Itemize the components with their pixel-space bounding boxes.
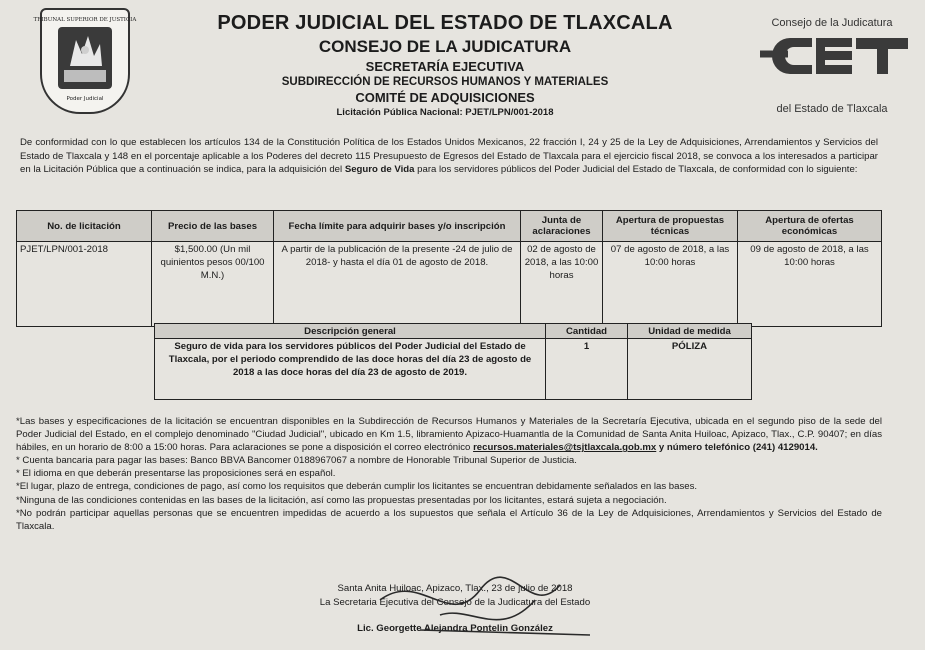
col-economic-opening: Apertura de ofertas económicas <box>738 211 882 242</box>
svg-text:TRIBUNAL SUPERIOR DE JUSTICIA: TRIBUNAL SUPERIOR DE JUSTICIA <box>33 17 137 23</box>
note-conditions: *El lugar, plazo de entrega, condiciones de pago, así como los requisitos que deberán cumplir los licitantes se encuentran debidamente señalados en las bases. <box>16 481 698 493</box>
tender-schedule-table <box>16 210 882 327</box>
cell-deadline: A partir de la publicación de la presente -24 de julio de 2018- y hasta el día 01 de agosto de 2018. <box>274 242 521 327</box>
signer-name: Lic. Georgette Alejandra Pontelin González <box>357 623 553 634</box>
svg-text:Poder Judicial: Poder Judicial <box>66 96 104 102</box>
cell-tender-number: PJET/LPN/001-2018 <box>17 242 152 327</box>
secretariat-title: SECRETARÍA EJECUTIVA <box>365 59 525 74</box>
contact-email-link[interactable]: recursos.materiales@tsjtlaxcala.gob.mx <box>473 442 657 454</box>
signer-role: La Secretaria Ejecutiva del Consejo de la Judicatura del Estado <box>319 597 591 608</box>
svg-text:del Estado de Tlaxcala: del Estado de Tlaxcala <box>776 103 888 115</box>
intro-text-a: De conformidad con lo que establecen los artículos 134 de la Constitución Política de los Estados Unidos Mexicanos, 22 fracción I, 24 y 25 de la Ley de Adquisiciones, Arrendamientos y Servicios del Estado de Tlaxcala y 148 en el porcentaje aplicable a los Poderes del decreto 115 Presupuesto de Egresos del Estado de Tlaxcala para el ejercicio fiscal 2018, se convoca a los interesados a participar en la Licitación Pública que a continuación se indica, para la adquisición del <box>20 137 878 175</box>
intro-text-b: para los servidores públicos del Poder Judicial del Estado de Tlaxcala, de conformidad con lo siguiente: <box>414 164 858 175</box>
council-title: CONSEJO DE LA JUDICATURA <box>318 37 572 56</box>
note-eligibility: *No podrán participar aquellas personas que se encuentren impedidas de acuerdo a los supuestos que señala el Artículo 36 de la Ley de Adquisiciones, Arrendamientos y Servicios del Estado de Tlaxcala. <box>16 507 882 532</box>
note-availability <box>16 415 882 454</box>
seal-emblem-icon <box>33 10 137 112</box>
tender-number: Licitación Pública Nacional: PJET/LPN/001-2018 <box>336 107 554 118</box>
cell-economic-opening: 09 de agosto de 2018, a las 10:00 horas <box>738 242 882 327</box>
svg-text:Consejo de la Judicatura: Consejo de la Judicatura <box>771 17 893 29</box>
cjet-logo <box>752 14 912 118</box>
tribunal-seal <box>33 8 137 114</box>
col-technical-opening: Apertura de propuestas técnicas <box>603 211 738 242</box>
table-header-row <box>155 324 752 339</box>
description-table <box>154 323 752 400</box>
col-price: Precio de las bases <box>152 211 274 242</box>
notes-section <box>16 415 882 533</box>
committee-title: COMITÉ DE ADQUISICIONES <box>355 90 535 105</box>
col-quantity: Cantidad <box>546 324 628 339</box>
table-header-row <box>17 211 882 242</box>
note-phone-text: y número telefónico (241) 4129014. <box>656 442 818 454</box>
cell-clarifications: 02 de agosto de 2018, a las 10:00 horas <box>521 242 603 327</box>
subdirectorate-title: SUBDIRECCIÓN DE RECURSOS HUMANOS Y MATERIALES <box>281 76 609 88</box>
col-description: Descripción general <box>155 324 546 339</box>
note-bank-account: * Cuenta bancaria para pagar las bases: Banco BBVA Bancomer 0188967067 a nombre de Honorable Tribunal Superior de Justicia. <box>16 455 577 467</box>
cell-technical-opening: 07 de agosto de 2018, a las 10:00 horas <box>603 242 738 327</box>
intro-paragraph <box>20 136 878 177</box>
cell-price: $1,500.00 (Un mil quinientos pesos 00/100 M.N.) <box>152 242 274 327</box>
place-date: Santa Anita Huiloac, Apizaco, Tlax., 23 de julio de 2018 <box>337 583 573 594</box>
document-header <box>140 12 750 118</box>
cell-quantity: 1 <box>546 339 628 400</box>
table-row <box>155 339 752 400</box>
col-clarifications: Junta de aclaraciones <box>521 211 603 242</box>
signature-block <box>280 582 630 636</box>
cell-description: Seguro de vida para los servidores públicos del Poder Judicial del Estado de Tlaxcala, por el periodo comprendido de las doce horas del día 23 de agosto de 2018 a las doce horas del día 23 de agosto de 2019. <box>155 339 546 400</box>
note-negotiation: *Ninguna de las condiciones contenidas en las bases de la licitación, así como las propuestas presentadas por los licitantes, estará sujeta a negociación. <box>16 494 667 506</box>
col-tender-number: No. de licitación <box>17 211 152 242</box>
col-deadline: Fecha límite para adquirir bases y/o inscripción <box>274 211 521 242</box>
col-unit: Unidad de medida <box>628 324 752 339</box>
table-row <box>17 242 882 327</box>
note-language: * El idioma en que deberán presentarse las proposiciones será en español. <box>16 468 336 480</box>
note-availability-text: *Las bases y especificaciones de la licitación se encuentran disponibles en la Subdirección de Recursos Humanos y Materiales de la Secretaría Ejecutiva, ubicada en el segundo piso de la sede del Poder Judicial del Estado, en el complejo denominado "Ciudad Judicial", ubicado en Km 1.5, libramiento Apizaco-Huamantla de la Comunidad de Santa Anita Huiloac, Apizaco, Tlax., C.P. 90407; en días hábiles, en un horario de 8:00 a 15:00 horas. Para aclaraciones se pone a disposición el correo electrónico <box>16 416 882 454</box>
cjet-logo-icon <box>752 14 912 118</box>
intro-bold-text: Seguro de Vida <box>344 164 415 175</box>
institution-title: PODER JUDICIAL DEL ESTADO DE TLAXCALA <box>217 12 673 34</box>
cell-unit: PÓLIZA <box>628 339 752 400</box>
